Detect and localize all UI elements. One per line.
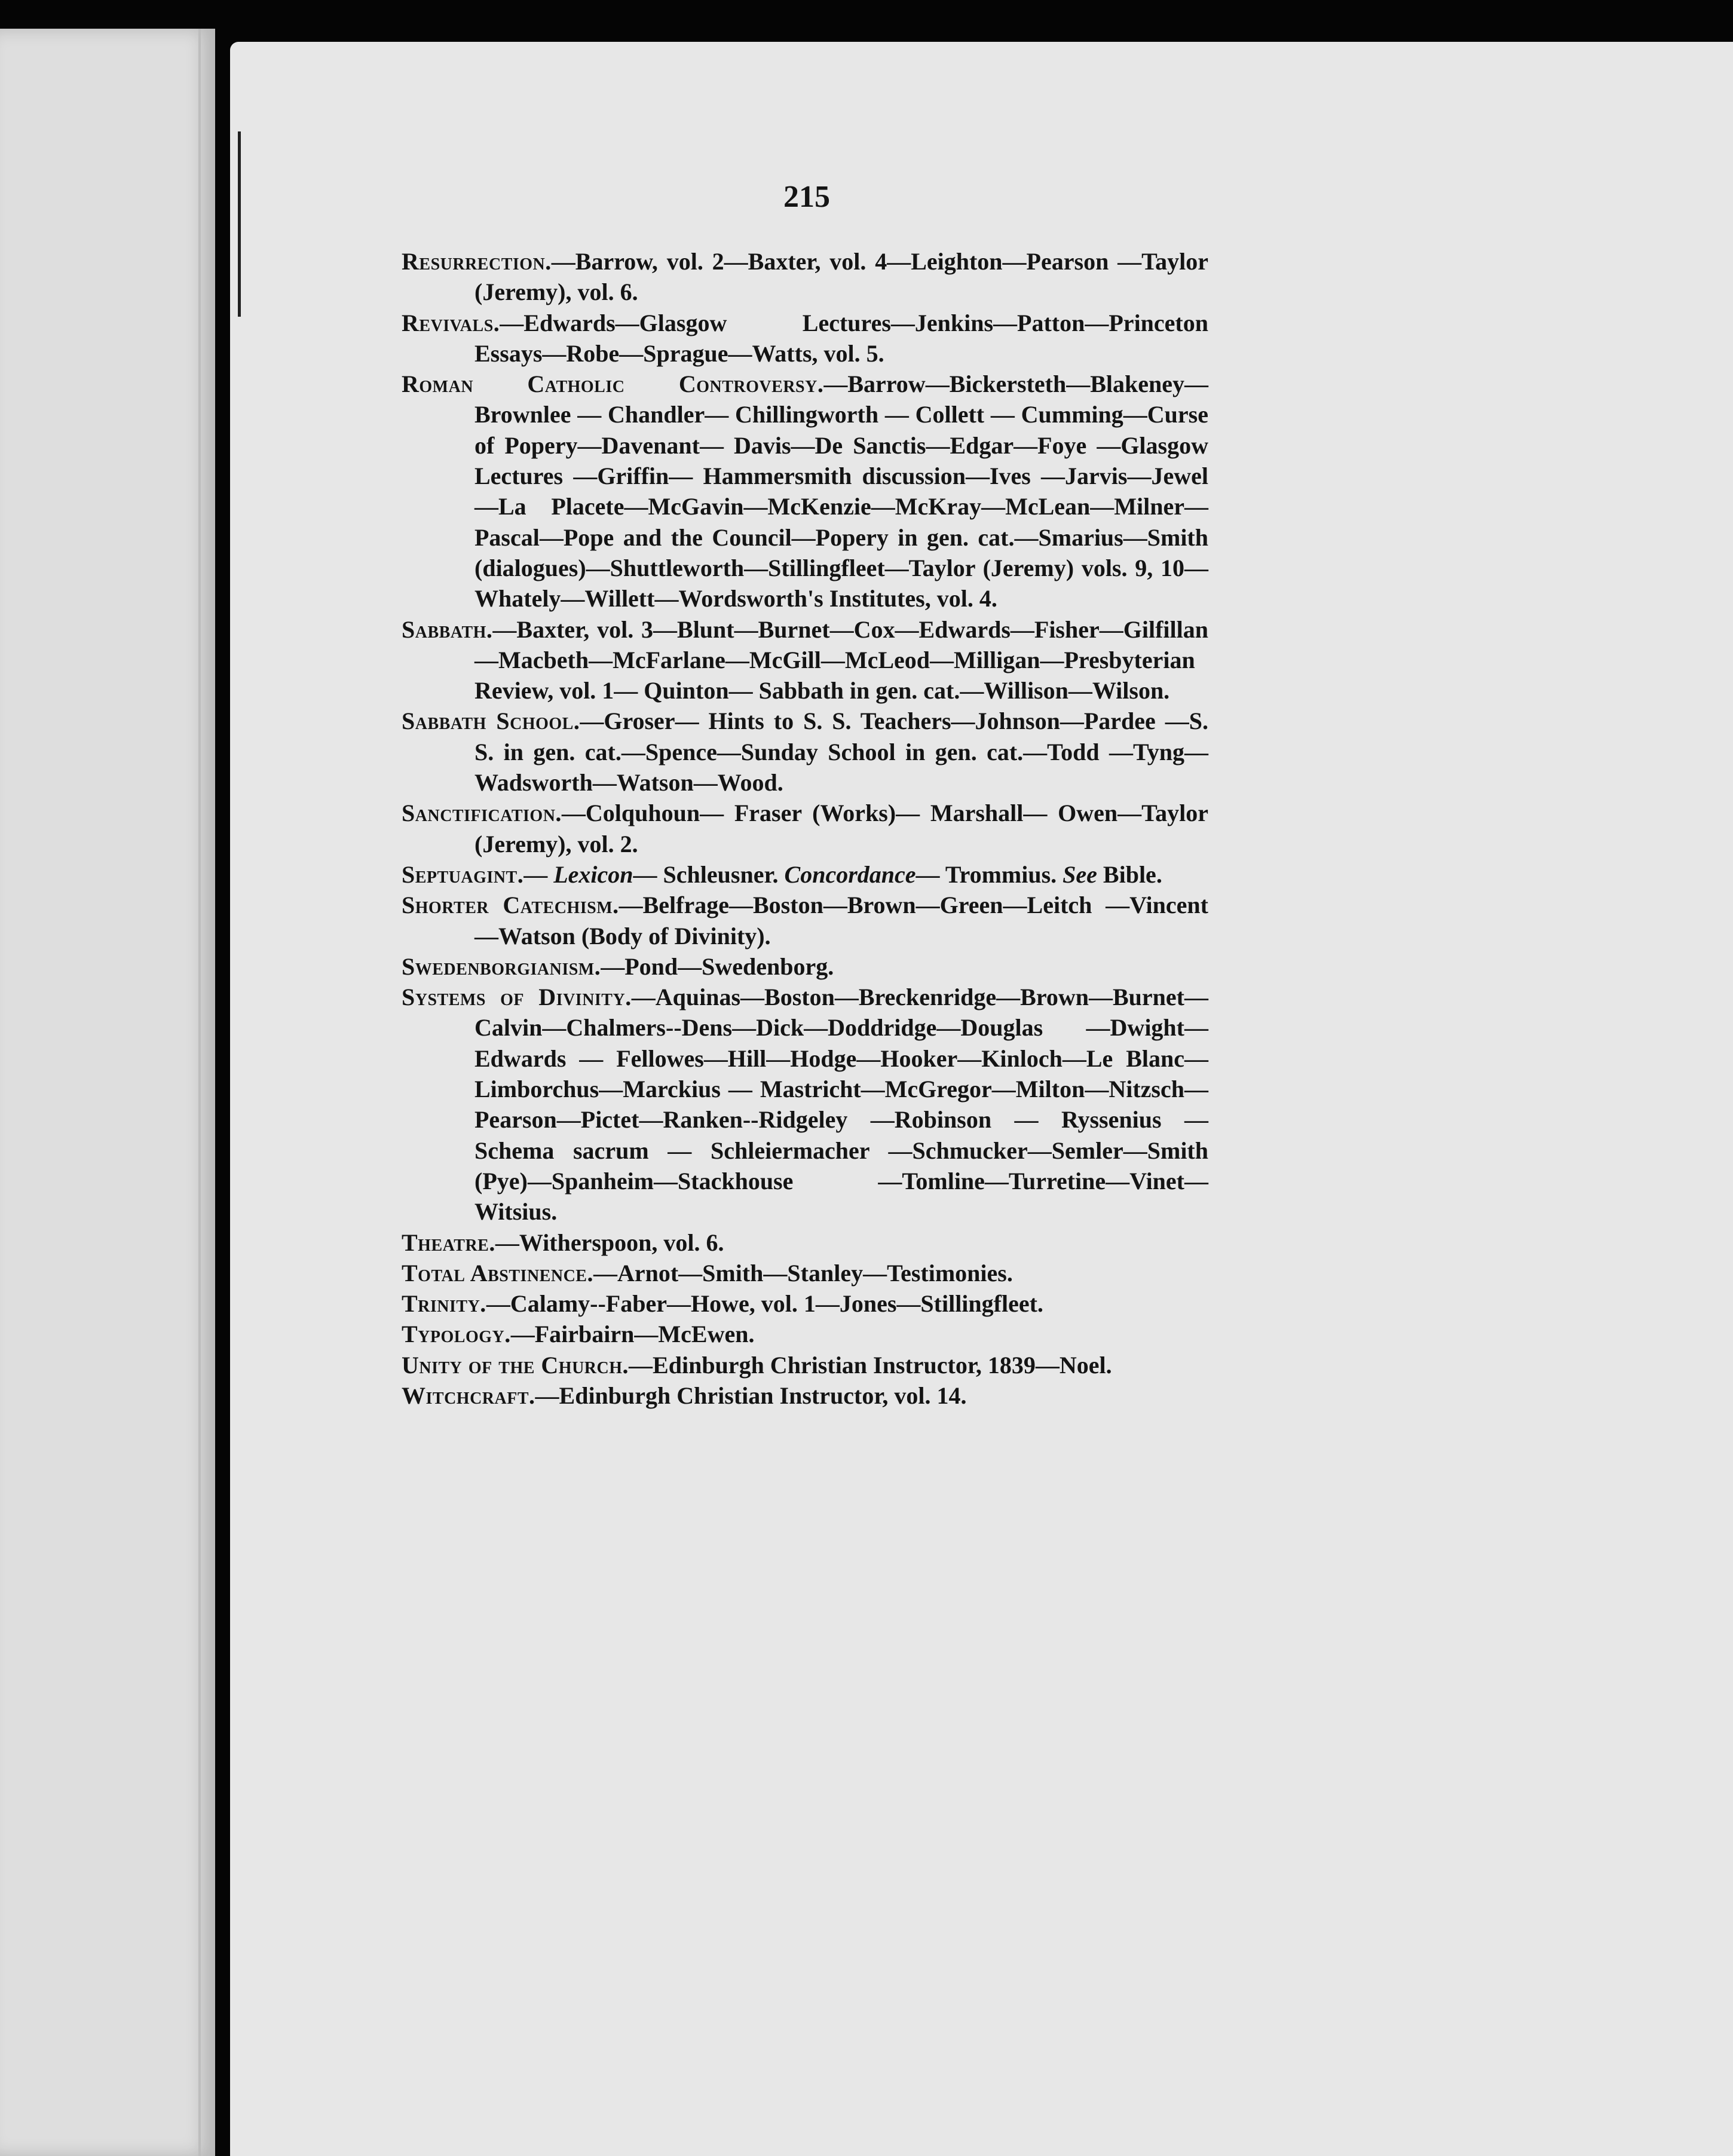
entry-body-part: — Schleusner. xyxy=(633,860,785,888)
page-number: 215 xyxy=(783,180,830,214)
index-entry xyxy=(402,246,1208,308)
entry-body: —Edinburgh Christian Instructor, 1839—Noel. xyxy=(629,1351,1112,1379)
index-entry xyxy=(402,1288,1208,1319)
entry-body: —Calamy--Faber—Howe, vol. 1—Jones—Stillingfleet. xyxy=(486,1290,1043,1318)
entry-heading: Roman Catholic Controversy. xyxy=(402,370,824,398)
entry-heading: Trinity. xyxy=(402,1290,486,1318)
index-entry xyxy=(402,308,1208,369)
index-entry xyxy=(402,1227,1208,1258)
entry-body: —Pond—Swedenborg. xyxy=(601,953,834,980)
index-entry xyxy=(402,1258,1208,1288)
entry-body: —Edinburgh Christian Instructor, vol. 14. xyxy=(535,1382,967,1409)
entry-body-italic: Lexicon xyxy=(553,860,633,888)
entry-body-italic: Concordance xyxy=(784,860,916,888)
index-entry xyxy=(402,859,1208,890)
entry-body: —Colquhoun— Fraser (Works)— Marshall— Owen—Taylor (Jeremy), vol. 2. xyxy=(474,800,1208,858)
entry-heading: Shorter Catechism. xyxy=(402,892,619,919)
entry-heading: Resurrection. xyxy=(402,248,552,275)
index-entry xyxy=(402,1380,1208,1411)
entry-body: —Belfrage—Boston—Brown—Green—Leitch —Vincent—Watson (Body of Divinity). xyxy=(474,892,1208,950)
entry-heading: Sanctification. xyxy=(402,800,562,827)
entry-body-italic: See xyxy=(1063,860,1097,888)
entry-heading: Total Abstinence. xyxy=(402,1259,593,1287)
index-entries xyxy=(402,246,1208,1411)
entry-heading: Revivals. xyxy=(402,309,500,336)
entry-heading: Witchcraft. xyxy=(402,1382,535,1409)
entry-heading: Typology. xyxy=(402,1321,511,1348)
entry-body: —Barrow—Bickersteth—Blakeney—Brownlee — Chandler— Chillingworth — Collett — Cumming—Curse of Popery—Davenant— Davis—De Sanctis—Edgar—Foye —Glasgow Lectures —Griffin— Hammersmith discussion—Ives —Jarvis—Jewel—La Placete—McGavin—McKenzie—McKray—McLean—Milner—Pascal—Pope and the Council—Popery in gen. cat.—Smarius—Smith (dialogues)—Shuttleworth—Stillingfleet—Taylor (Jeremy) vols. 9, 10—Whately—Willett—Wordsworth's Institutes, vol. 4. xyxy=(474,370,1208,612)
index-entry xyxy=(402,1319,1208,1349)
left-page-edge xyxy=(198,29,201,2156)
entry-body: —Baxter, vol. 3—Blunt—Burnet—Cox—Edwards—Fisher—Gilfillan—Macbeth—McFarlane—McGill—McLeod—Milligan—Presbyterian Review, vol. 1— Quinton— Sabbath in gen. cat.—Willison—Wilson. xyxy=(474,615,1208,705)
entry-body: —Arnot—Smith—Stanley—Testimonies. xyxy=(593,1259,1013,1287)
index-entry xyxy=(402,369,1208,614)
entry-heading: Sabbath. xyxy=(402,615,493,643)
entry-body-part: — Trommius. xyxy=(916,860,1063,888)
left-page xyxy=(0,29,215,2156)
index-entry xyxy=(402,982,1208,1227)
entry-heading: Septuagint. xyxy=(402,860,524,888)
index-entry xyxy=(402,798,1208,859)
entry-heading: Sabbath School. xyxy=(402,708,580,735)
entry-body: —Groser— Hints to S. S. Teachers—Johnson—Pardee —S. S. in gen. cat.—Spence—Sunday School in gen. cat.—Todd —Tyng—Wadsworth—Watson—Wood. xyxy=(474,708,1208,797)
entry-heading: Systems of Divinity. xyxy=(402,984,632,1011)
entry-body: —Witherspoon, vol. 6. xyxy=(495,1229,724,1256)
entry-body: —Aquinas—Boston—Breckenridge—Brown—Burnet—Calvin—Chalmers--Dens—Dick—Doddridge—Douglas —Dwight—Edwards — Fellowes—Hill—Hodge—Hooker—Kinloch—Le Blanc—Limborchus—Marckius — Mastricht—McGregor—Milton—Nitzsch—Pearson—Pictet—Ranken--Ridgeley —Robinson — Ryssenius — Schema sacrum — Schleiermacher —Schmucker—Semler—Smith (Pye)—Spanheim—Stackhouse —Tomline—Turretine—Vinet—Witsius. xyxy=(474,984,1208,1226)
entry-body-part: Bible. xyxy=(1097,860,1162,888)
gutter-line xyxy=(238,131,241,317)
entry-heading: Swedenborgianism. xyxy=(402,953,601,980)
entry-body-part: — xyxy=(523,860,554,888)
index-entry xyxy=(402,890,1208,951)
entry-heading: Unity of the Church. xyxy=(402,1351,629,1379)
entry-body: —Edwards—Glasgow Lectures—Jenkins—Patton—Princeton Essays—Robe—Sprague—Watts, vol. 5. xyxy=(474,309,1208,367)
index-entry xyxy=(402,706,1208,798)
entry-body: —Barrow, vol. 2—Baxter, vol. 4—Leighton—Pearson —Taylor (Jeremy), vol. 6. xyxy=(474,248,1208,306)
entry-body: —Fairbairn—McEwen. xyxy=(510,1321,755,1348)
index-entry xyxy=(402,614,1208,706)
index-entry xyxy=(402,1350,1208,1380)
index-entry xyxy=(402,951,1208,982)
entry-heading: Theatre. xyxy=(402,1229,495,1256)
